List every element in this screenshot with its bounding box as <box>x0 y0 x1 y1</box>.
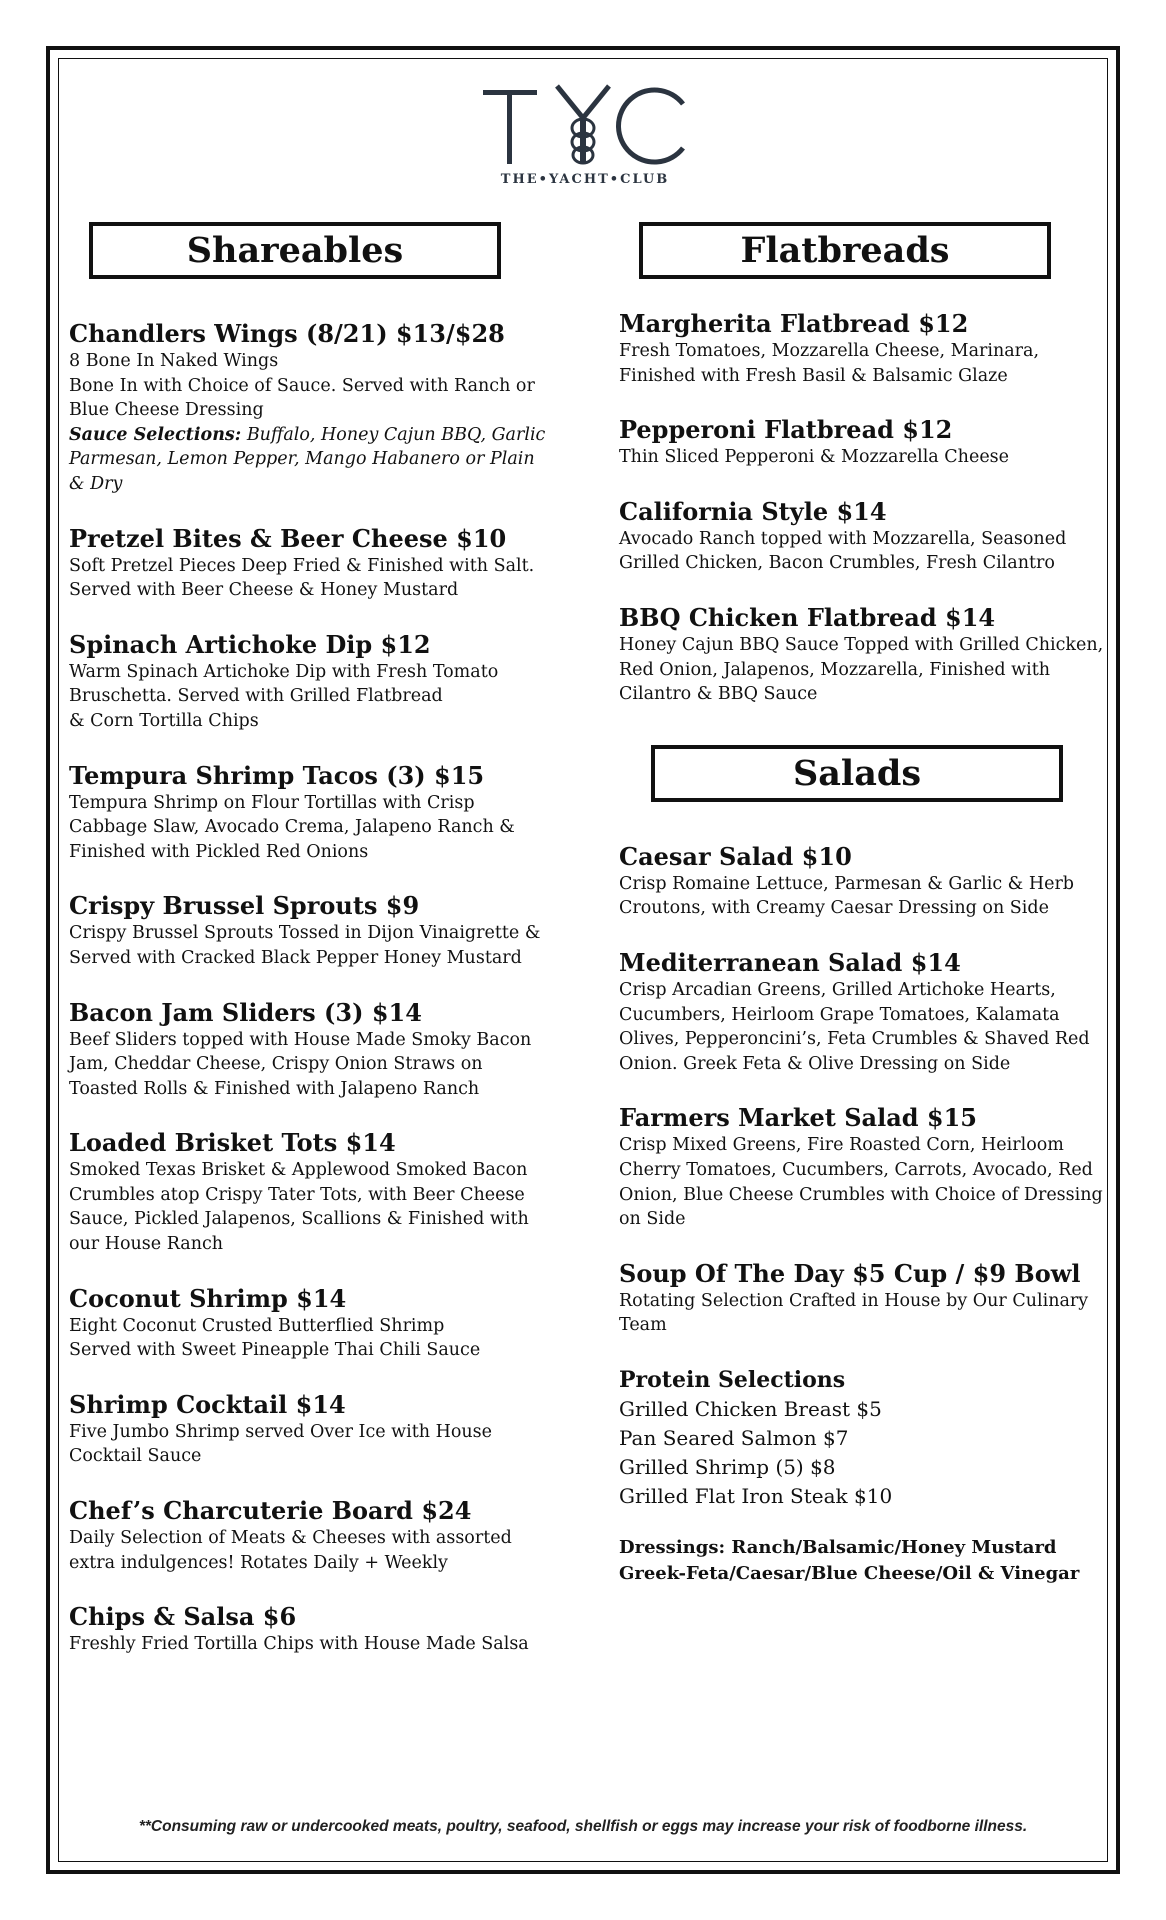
item-desc: 8 Bone In Naked Wings Bone In with Choice of Sauce. Served with Ranch or Blue Cheese Dressing <box>69 351 535 421</box>
item-title: Bacon Jam Sliders (3) $14 <box>69 997 422 1027</box>
logo-tagline: THE•YACHT•CLUB <box>500 172 670 187</box>
item-title: Crispy Brussel Sprouts $9 <box>69 891 420 921</box>
item-desc: Beef Sliders topped with House Made Smoky Bacon Jam, Cheddar Cheese, Crispy Onion Straws on Toasted Rolls & Finished with Jalapeno Ranch <box>69 1029 532 1099</box>
item-desc: Freshly Fried Tortilla Chips with House Made Salsa <box>69 1634 529 1655</box>
item-title: Soup Of The Day $5 Cup / $9 Bowl <box>619 1258 1081 1288</box>
item-desc: Smoked Texas Brisket & Applewood Smoked Bacon Crumbles atop Crispy Tater Tots, with Beer Cheese Sauce, Pickled Jalapenos, Scallions & Finished with our House Ranch <box>69 1160 529 1255</box>
item-title: Mediterranean Salad $14 <box>619 947 961 977</box>
shareables-heading: Shareables <box>89 222 501 279</box>
menu-item <box>69 1284 549 1363</box>
dressings-line-1: Dressings: Ranch/Balsamic/Honey Mustard <box>619 1536 1057 1558</box>
item-desc: Crisp Mixed Greens, Fire Roasted Corn, Heirloom Cherry Tomatoes, Cucumbers, Carrots, Avocado, Red Onion, Blue Cheese Crumbles with Choice of Dressing on Side <box>619 1135 1103 1230</box>
menu-item <box>69 1602 549 1657</box>
item-desc: Rotating Selection Crafted in House by Our Culinary Team <box>619 1290 1089 1336</box>
item-desc: Soft Pretzel Pieces Deep Fried & Finished with Salt. Served with Beer Cheese & Honey Mustard <box>69 555 535 601</box>
tyc-logo-mark <box>475 82 695 168</box>
menu-item <box>619 415 1109 470</box>
item-title: Chandlers Wings (8/21) $13/$28 <box>69 319 505 348</box>
dressings-line-2: Greek-Feta/Caesar/Blue Cheese/Oil & Vinegar <box>619 1562 1080 1584</box>
menu-item <box>69 630 549 734</box>
item-desc: Crispy Brussel Sprouts Tossed in Dijon Vinaigrette & Served with Cracked Black Pepper Honey Mustard <box>69 923 541 968</box>
sauce-label: Sauce Selections: <box>69 424 242 445</box>
item-title: Pepperoni Flatbread $12 <box>619 415 953 445</box>
item-desc: Thin Sliced Pepperoni & Mozzarella Cheese <box>619 447 1010 468</box>
item-desc: Honey Cajun BBQ Sauce Topped with Grilled Chicken, Red Onion, Jalapenos, Mozzarella, Finished with Cilantro & BBQ Sauce <box>619 634 1104 705</box>
menu-item <box>619 1103 1109 1231</box>
protein-item: Pan Seared Salmon $7 <box>619 1425 849 1450</box>
item-title: Farmers Market Salad $15 <box>619 1103 977 1133</box>
shareables-column <box>69 222 549 1684</box>
menu-item <box>69 761 549 865</box>
right-column <box>619 222 1109 1587</box>
item-title: Chips & Salsa $6 <box>69 1602 297 1632</box>
item-title: BBQ Chicken Flatbread $14 <box>619 602 996 632</box>
salads-heading: Salads <box>651 745 1063 802</box>
item-title: Tempura Shrimp Tacos (3) $15 <box>69 760 485 790</box>
item-desc: Fresh Tomatoes, Mozzarella Cheese, Marinara, Finished with Fresh Basil & Balsamic Glaze <box>619 341 1040 386</box>
menu-item <box>69 1496 549 1575</box>
dressings-list <box>619 1535 1109 1587</box>
item-desc: Daily Selection of Meats & Cheeses with assorted extra indulgences! Rotates Daily + Weekly <box>69 1528 512 1573</box>
sauce-list: Buffalo, Honey Cajun BBQ, Garlic Parmesan, Lemon Pepper, Mango Habanero or Plain & Dry <box>69 424 546 494</box>
item-desc: Tempura Shrimp on Flour Tortillas with Crisp Cabbage Slaw, Avocado Crema, Jalapeno Ranch & Finished with Pickled Red Onions <box>69 792 515 862</box>
menu-item <box>69 891 549 970</box>
protein-item: Grilled Flat Iron Steak $10 <box>619 1483 893 1508</box>
item-desc: Crisp Arcadian Greens, Grilled Artichoke Hearts, Cucumbers, Heirloom Grape Tomatoes, Kalamata Olives, Pepperoncini’s, Feta Crumbles & Shaved Red Onion. Greek Feta & Olive Dressing on Side <box>619 979 1090 1074</box>
menu-item <box>619 497 1109 576</box>
item-title: Coconut Shrimp $14 <box>69 1283 347 1313</box>
item-desc: Five Jumbo Shrimp served Over Ice with House Cocktail Sauce <box>69 1421 493 1467</box>
tyc-logo <box>470 82 700 200</box>
flatbreads-heading: Flatbreads <box>639 222 1051 279</box>
menu-item <box>69 1390 549 1469</box>
item-title: Loaded Brisket Tots $14 <box>69 1128 396 1158</box>
item-title: Shrimp Cocktail $14 <box>69 1389 346 1419</box>
item-desc: Crisp Romaine Lettuce, Parmesan & Garlic & Herb Croutons, with Creamy Caesar Dressing on Side <box>619 873 1075 919</box>
menu-item <box>69 524 549 603</box>
item-title: Spinach Artichoke Dip $12 <box>69 629 431 659</box>
item-title: Margherita Flatbread $12 <box>619 309 969 338</box>
item-title: Caesar Salad $10 <box>619 841 852 871</box>
menu-item <box>69 1128 549 1256</box>
protein-item: Grilled Shrimp (5) $8 <box>619 1454 836 1479</box>
item-desc: Warm Spinach Artichoke Dip with Fresh Tomato Bruschetta. Served with Grilled Flatbread & Corn Tortilla Chips <box>69 661 499 731</box>
item-title: Pretzel Bites & Beer Cheese $10 <box>69 523 507 553</box>
protein-item: Grilled Chicken Breast $5 <box>619 1396 882 1421</box>
item-desc: Avocado Ranch topped with Mozzarella, Seasoned Grilled Chicken, Bacon Crumbles, Fresh Cilantro <box>619 528 1067 574</box>
item-title: California Style $14 <box>619 496 887 526</box>
protein-selections-heading: Protein Selections <box>619 1366 846 1393</box>
menu-item <box>69 319 549 497</box>
item-desc: Eight Coconut Crusted Butterflied Shrimp Served with Sweet Pineapple Thai Chili Sauce <box>69 1315 481 1361</box>
menu-item <box>619 948 1109 1076</box>
food-safety-disclaimer: **Consuming raw or undercooked meats, poultry, seafood, shellfish or eggs may increase your risk of foodborne illness. <box>138 1818 1028 1835</box>
item-title: Chef’s Charcuterie Board $24 <box>69 1496 472 1526</box>
menu-item <box>69 998 549 1102</box>
menu-item <box>619 603 1109 707</box>
sauce-selections <box>69 423 549 497</box>
menu-item <box>619 309 1109 388</box>
menu-item <box>619 842 1109 921</box>
menu-item <box>619 1259 1109 1338</box>
